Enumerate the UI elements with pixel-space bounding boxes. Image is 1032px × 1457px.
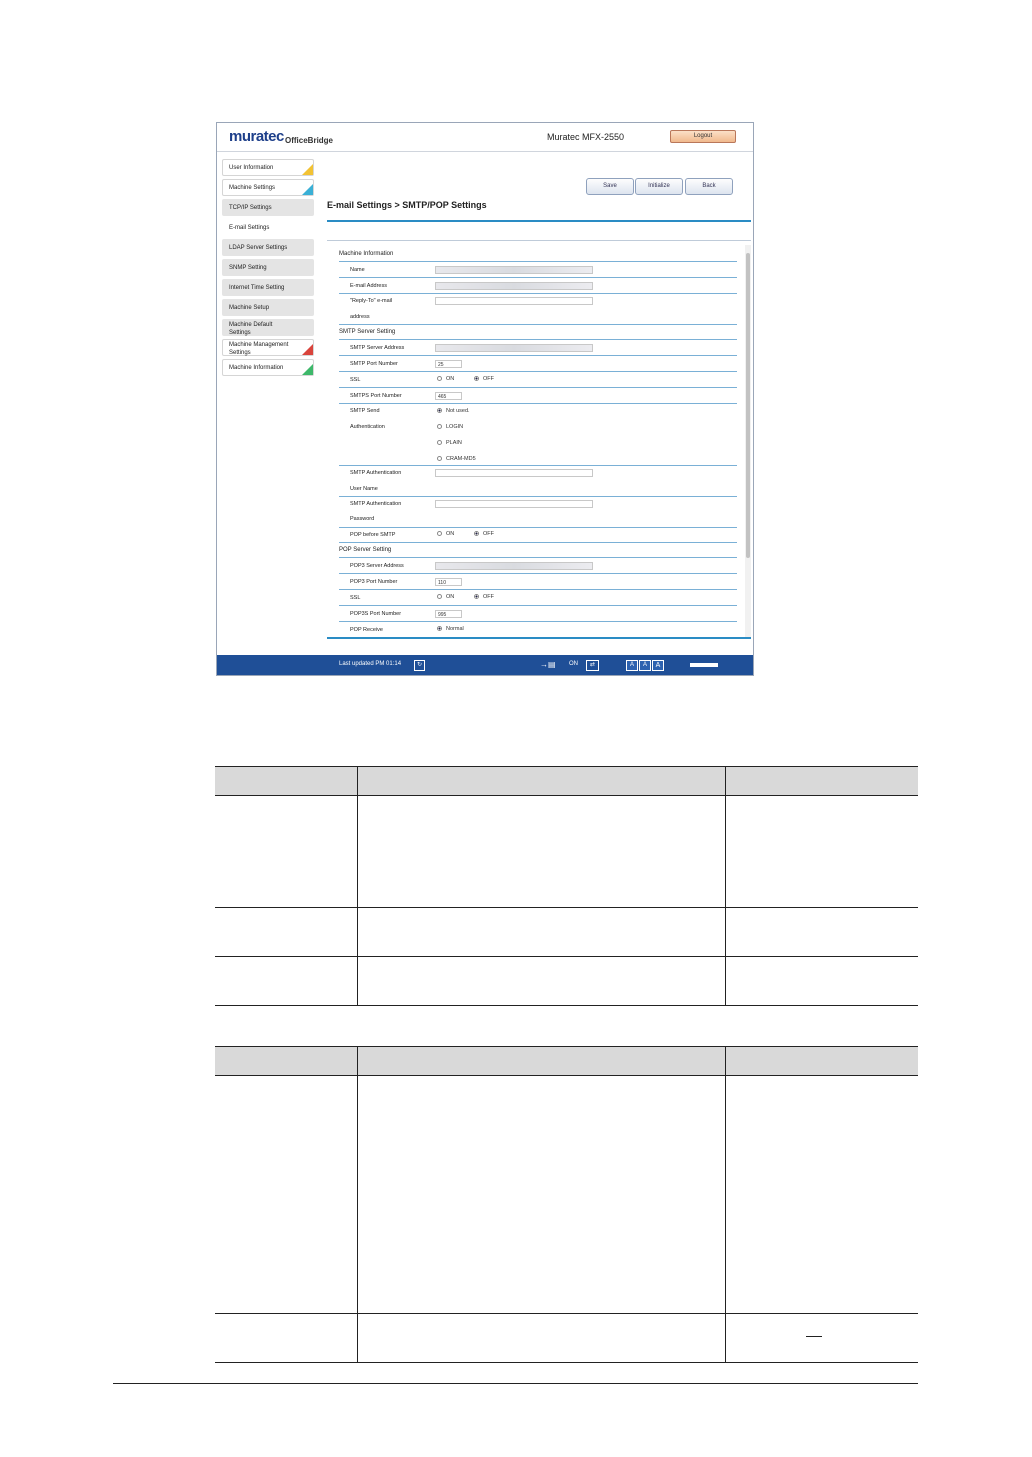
save-button[interactable]: Save [586,178,634,195]
table1-rule [215,1005,918,1006]
radio-selected-icon [474,594,479,599]
swap-icon[interactable]: ⇄ [586,660,599,671]
muratec-logo: muratec [229,128,284,145]
sidebar-item-label: LDAP Server Settings [229,245,288,251]
divider [339,387,737,388]
page-footer-rule [113,1383,918,1384]
smtp-ssl-label: SSL [350,377,361,383]
sidebar-item-machine-setup[interactable] [222,299,314,316]
table2-rule [215,1362,918,1363]
app-header [217,123,753,152]
auth-plain-radio[interactable] [437,440,462,446]
table2-col-divider [357,1047,358,1363]
device-model: Muratec MFX-2550 [547,132,625,142]
pop-ssl-on-radio[interactable] [437,594,454,600]
section-pop: POP Server Setting [339,547,392,553]
divider [339,496,737,497]
table1-rule [215,795,918,796]
table1-rule [215,956,918,957]
auth-login-radio[interactable] [437,424,463,430]
radio-label: ON [446,531,455,537]
form-top-divider [327,240,751,241]
radio-icon [437,376,442,381]
table1-col-divider [357,767,358,1006]
status-footer [217,655,753,675]
divider [339,527,737,528]
pop-receive-normal-radio[interactable] [437,626,464,632]
table2-rule [215,1075,918,1076]
browser-screenshot [216,122,754,676]
divider [339,465,737,466]
settings-form [327,245,745,637]
email-input[interactable] [435,282,593,290]
pop-before-on-radio[interactable] [437,531,454,537]
divider [339,542,737,543]
sidebar-item-label: Machine Setup [229,305,270,311]
auth-user-label: SMTP Authentication [350,470,402,476]
table2-col-divider [725,1047,726,1363]
green-corner-icon [302,364,313,375]
radio-label: Not used. [446,408,470,414]
yellow-corner-icon [302,164,313,175]
initialize-button[interactable]: Initialize [635,178,683,195]
name-label: Name [350,267,365,273]
divider [339,371,737,372]
radio-icon [437,456,442,461]
font-small-button[interactable]: A [626,660,638,671]
auth-pass-input[interactable] [435,500,593,508]
pop-before-smtp-label: POP before SMTP [350,532,396,538]
sidebar-item-label: Machine Settings [229,185,276,191]
back-button[interactable]: Back [685,178,733,195]
radio-icon [437,531,442,536]
sidebar-item-machine-information[interactable] [222,359,314,376]
blue-corner-icon [302,184,313,195]
title-divider [327,220,751,222]
page-title: E-mail Settings > SMTP/POP Settings [327,200,487,210]
divider [339,355,737,356]
name-input[interactable] [435,266,593,274]
smtp-port-label: SMTP Port Number [350,361,398,367]
divider [339,621,737,622]
auth-cram-radio[interactable] [437,456,476,462]
divider [339,293,737,294]
sidebar-item-snmp[interactable] [222,259,314,276]
smtp-server-label: SMTP Server Address [350,345,405,351]
divider [339,605,737,606]
reply-to-label: "Reply-To" e-mail [350,298,393,304]
pop3-server-input[interactable] [435,562,593,570]
sidebar-item-label: TCP/IP Settings [229,205,272,211]
smtp-ssl-off-radio[interactable] [474,376,494,382]
pop3-port-label: POP3 Port Number [350,579,398,585]
table1-header [215,766,918,795]
sidebar-item-email-settings[interactable] [222,219,314,236]
pop-before-off-radio[interactable] [474,531,494,537]
radio-selected-icon [474,376,479,381]
scrollbar-thumb[interactable] [746,253,750,558]
red-corner-icon [302,344,313,355]
auth-user-label-2: User Name [350,486,378,492]
sidebar-item-user-information[interactable] [222,159,314,176]
pop-ssl-label: SSL [350,595,361,601]
radio-icon [437,424,442,429]
sidebar-item-tcpip[interactable] [222,199,314,216]
sidebar-item-internet-time[interactable] [222,279,314,296]
radio-label: LOGIN [446,424,464,430]
sidebar-item-label: User Information [229,165,274,171]
section-machine-information: Machine Information [339,251,394,257]
sidebar-item-machine-management[interactable] [222,339,314,356]
sidebar-item-label: E-mail Settings [229,225,270,231]
divider [339,339,737,340]
table1-col-divider [725,767,726,1006]
pop3-server-label: POP3 Server Address [350,563,404,569]
font-large-button[interactable]: A [652,660,664,671]
radio-selected-icon [474,531,479,536]
pop3s-port-label: POP3S Port Number [350,611,402,617]
divider [339,403,737,404]
smtp-server-input[interactable] [435,344,593,352]
divider [339,573,737,574]
divider [339,557,737,558]
network-icon: →▤ [540,660,556,669]
table1-rule [215,907,918,908]
sidebar-item-label: Machine Management Settings [229,342,289,356]
smtps-port-input[interactable]: 465 [435,392,462,400]
dash-mark [806,1336,822,1337]
auth-not-used-radio[interactable] [437,408,470,414]
reply-to-input[interactable] [435,297,593,305]
radio-icon [437,440,442,445]
auth-user-input[interactable] [435,469,593,477]
sidebar-item-label: SNMP Setting [229,265,267,271]
sidebar-item-label: Machine Information [229,365,284,371]
table2-rule [215,1313,918,1314]
pop3-port-input[interactable]: 110 [435,578,462,586]
sidebar [222,159,314,379]
radio-label: ON [446,376,455,382]
sidebar-item-ldap[interactable] [222,239,314,256]
radio-label: OFF [483,594,494,600]
font-medium-button[interactable]: A [639,660,651,671]
auth-pass-label-2: Password [350,516,375,522]
sidebar-item-label: Internet Time Setting [229,285,285,291]
last-updated-text: Last updated PM 01:14 [339,661,402,667]
auth-pass-label: SMTP Authentication [350,501,402,507]
radio-label: OFF [483,376,494,382]
divider [339,324,737,325]
smtps-port-label: SMTPS Port Number [350,393,402,399]
product-logo: OfficeBridge [285,136,334,145]
logout-button[interactable]: Logout [670,130,736,143]
status-on-text: ON [569,661,578,667]
sidebar-item-machine-default[interactable] [222,319,314,336]
radio-label: CRAM-MD5 [446,456,476,462]
reply-to-label-2: address [350,314,370,320]
smtp-ssl-on-radio[interactable] [437,376,454,382]
divider [339,589,737,590]
pop3s-port-input[interactable]: 995 [435,610,462,618]
radio-selected-icon [437,626,442,631]
table2-header [215,1046,918,1075]
divider [339,261,737,262]
section-smtp: SMTP Server Setting [339,329,396,335]
form-bottom-divider [327,637,751,639]
radio-label: OFF [483,531,494,537]
scrollbar[interactable] [745,245,751,637]
smtp-send-label: SMTP Send [350,408,380,414]
progress-bar [690,663,718,667]
divider [339,277,737,278]
pop-receive-label: POP Receive [350,627,383,633]
radio-label: Normal [446,626,464,632]
radio-icon [437,594,442,599]
radio-label: PLAIN [446,440,462,446]
sidebar-item-label: Machine Default Settings [229,322,273,336]
radio-label: ON [446,594,455,600]
email-label: E-mail Address [350,283,387,289]
smtp-port-input[interactable]: 25 [435,360,462,368]
pop-ssl-off-radio[interactable] [474,594,494,600]
radio-selected-icon [437,408,442,413]
refresh-icon[interactable]: ↻ [414,660,425,671]
sidebar-item-machine-settings[interactable] [222,179,314,196]
authentication-label: Authentication [350,424,385,430]
